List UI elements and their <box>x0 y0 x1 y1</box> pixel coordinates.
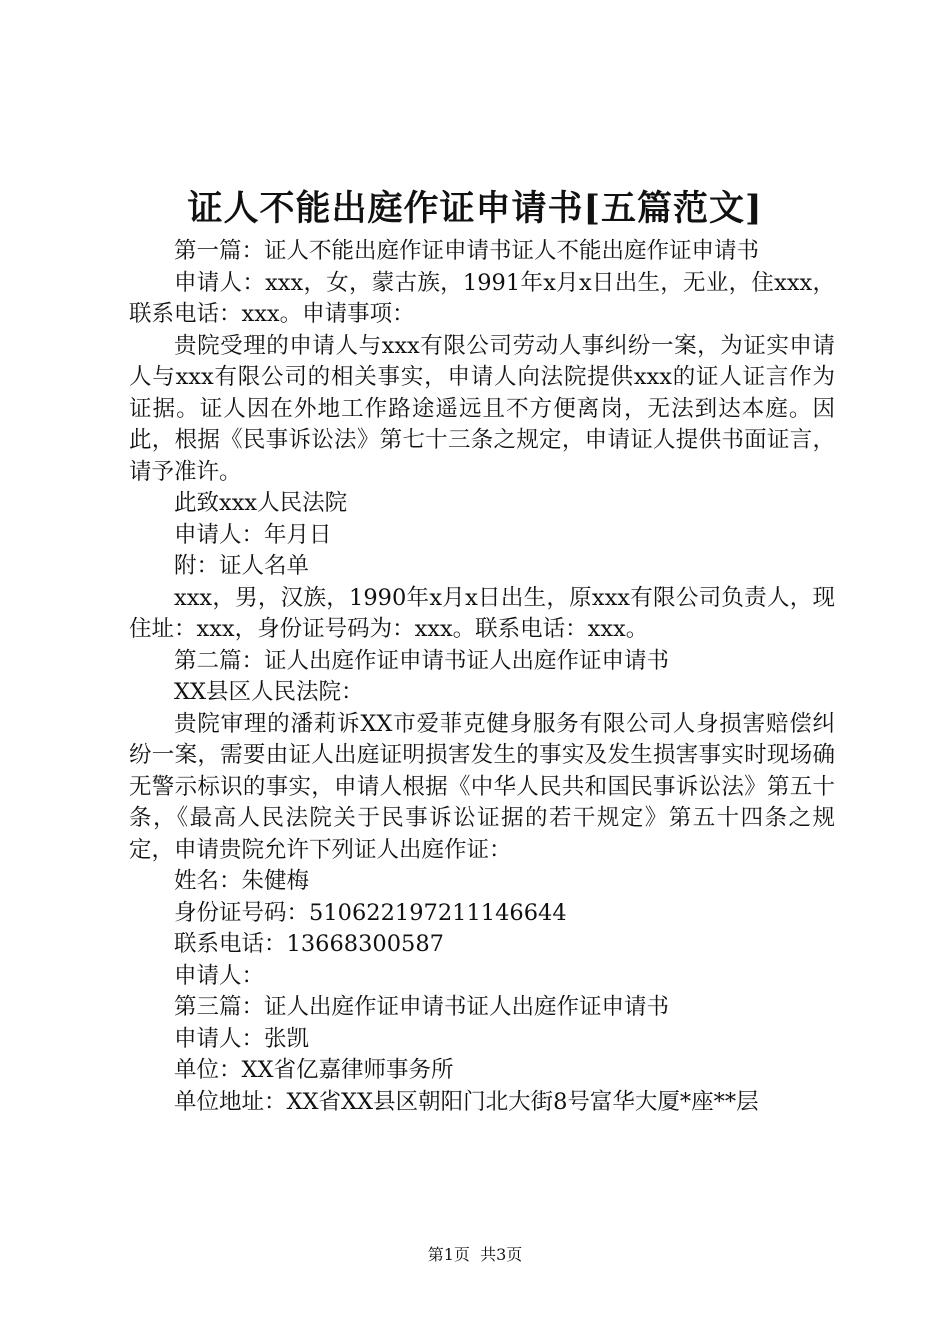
paragraph-11: 姓名：朱健梅 <box>174 868 310 894</box>
paragraph-13: 联系电话：13668300587 <box>174 931 444 957</box>
paragraph-2: 申请人：xxx，女，蒙古族，1991年x月x日出生，无业，住xxx，联系电话：xxx。申请事项： <box>129 269 835 327</box>
paragraph-17: 单位：XX省亿嘉律师事务所 <box>174 1057 454 1083</box>
paragraph-15: 第三篇：证人出庭作证申请书证人出庭作证申请书 <box>174 994 670 1020</box>
paragraph-1: 第一篇：证人不能出庭作证申请书证人不能出庭作证申请书 <box>174 238 760 264</box>
paragraph-10: 贵院审理的潘莉诉XX市爱菲克健身服务有限公司人身损害赔偿纠纷一案，需要由证人出庭证明损害发生的事实及发生损害事实时现场确无警示标识的事实，申请人根据《中华人民共和国民事诉讼法》第五十条，《最高人民法院关于民事诉讼证据的若干规定》第五十四条之规定，申请贵院允许下列证人出庭作证： <box>129 710 835 863</box>
paragraph-4: 此致xxx人民法院 <box>174 490 348 516</box>
paragraph-12: 身份证号码：510622197211146644 <box>174 899 567 926</box>
paragraph-14: 申请人： <box>174 962 265 989</box>
document-title: 证人不能出庭作证申请书[五篇范文] <box>187 188 763 229</box>
paragraph-5: 申请人：年月日 <box>174 521 332 548</box>
page-number: 第1页 共3页 <box>427 1245 523 1264</box>
paragraph-3: 贵院受理的申请人与xxx有限公司劳动人事纠纷一案，为证实申请人与xxx有限公司的相关事实，申请人向法院提供xxx的证人证言作为证据。证人因在外地工作路途遥远且不方便离岗，无法到达本庭。因此，根据《民事诉讼法》第七十三条之规定，申请证人提供书面证言，请予准许。 <box>129 332 835 485</box>
paragraph-7: xxx，男，汉族，1990年x月x日出生，原xxx有限公司负责人，现住址：xxx，身份证号码为：xxx。联系电话：xxx。 <box>129 584 835 642</box>
paragraph-16: 申请人：张凯 <box>174 1025 310 1052</box>
paragraph-9: XX县区人民法院： <box>174 679 364 705</box>
paragraph-18: 单位地址：XX省XX县区朝阳门北大街8号富华大厦*座**层 <box>174 1088 759 1115</box>
document-body <box>129 236 835 1118</box>
paragraph-6: 附：证人名单 <box>174 553 310 579</box>
paragraph-8: 第二篇：证人出庭作证申请书证人出庭作证申请书 <box>174 647 670 674</box>
